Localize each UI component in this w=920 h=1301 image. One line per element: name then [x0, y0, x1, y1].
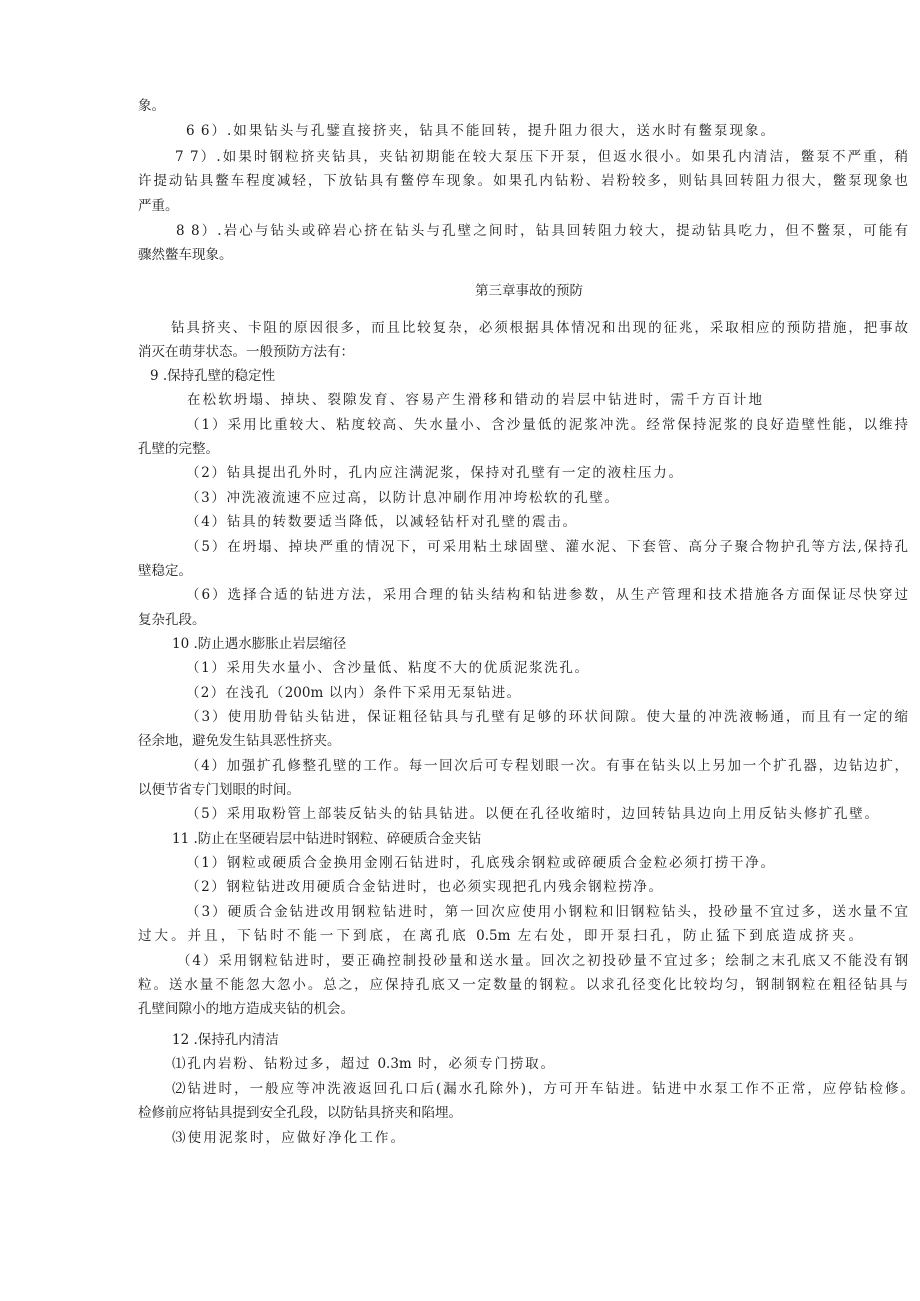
paragraph-line: （2）钢粒钻进改用硬质合金钻进时，也必须实现把孔内残余钢粒捞净。 — [186, 879, 662, 895]
section-heading: 11 .防止在坚硬岩层中钻进时钢粒、碎硬质合金夹钻 — [172, 831, 482, 847]
paragraph-line: （1）采用比重较大、粘度较高、失水量小、含沙量低的泥浆冲洗。经常保持泥浆的良好造壁性能，以维持 — [186, 417, 908, 433]
paragraph-line: 7 7）.如果时钢粒挤夹钻具，夹钻初期能在较大泵压下开泵，但返水很小。如果孔内清洁，鳖泵不严重，稍 — [175, 149, 908, 165]
paragraph-line: 复杂孔段。 — [138, 612, 206, 628]
section-heading: 12 .保持孔内清洁 — [172, 1032, 279, 1048]
paragraph-line: （1）采用失水量小、含沙量低、粘度不大的优质泥浆洗孔。 — [186, 660, 588, 676]
paragraph-line: 径余地，避免发生钻具恶性挤夹。 — [138, 733, 341, 749]
paragraph-line: 在松软坍塌、掉块、裂隙发育、容易产生滑移和错动的岩层中钻进时，需千方百计地 — [187, 392, 762, 408]
paragraph-line: （2）钻具提出孔外时，孔内应注满泥浆，保持对孔壁有一定的液柱压力。 — [186, 465, 682, 481]
paragraph-line: 钻具挤夹、卡阻的原因很多，而且比较复杂，必须根据具体情况和出现的征兆，采取相应的预防措施，把事故 — [171, 320, 908, 336]
paragraph-line: 孔壁间隙小的地方造成夹钻的机会。 — [138, 1001, 354, 1017]
section-heading: 9 .保持孔壁的稳定性 — [150, 368, 276, 384]
paragraph-line: 许提动钻具鳖车程度减轻，下放钻具有鳖停车现象。如果孔内钻粉、岩粉较多，则钻具回转阻力很大，鳖泵现象也 — [138, 173, 908, 189]
paragraph-line: （4）采用钢粒钻进时，要正确控制投砂量和送水量。回次之初投砂量不宜过多；绘制之末孔底又不能没有钢 — [177, 953, 908, 969]
paragraph-line: （3）冲洗液流速不应过高，以防计息冲刷作用冲垮松软的孔壁。 — [186, 490, 618, 506]
paragraph-line: （3）使用肋骨钻头钻进，保证粗径钻具与孔壁有足够的环状间隙。使大量的冲洗液畅通，而且有一定的缩 — [186, 709, 908, 725]
paragraph-line: （4）钻具的转数要适当降低，以减轻钻杆对孔壁的震击。 — [186, 514, 576, 530]
paragraph-line: （5）在坍塌、掉块严重的情况下，可采用粘土球固壁、灌水泥、下套管、高分子聚合物护孔等方法,保持孔 — [186, 539, 908, 555]
paragraph-line: ⑵钻进时，一般应等冲洗液返回孔口后(漏水孔除外)，方可开车钻进。钻进中水泵工作不正常，应停钻检修。 — [172, 1081, 914, 1097]
paragraph-line: （4）加强扩孔修整孔壁的工作。每一回次后可专程划眼一次。有事在钻头以上另加一个扩孔器，边钻边扩， — [186, 758, 908, 774]
chapter-heading: 第三章事故的预防 — [475, 283, 583, 299]
paragraph-line: 粒。送水量不能忽大忽小。总之，应保持孔底又一定数量的钢粒。以求孔径变化比较均匀，钢制钢粒在粗径钻具与 — [138, 977, 908, 993]
paragraph-line: 8 8）.岩心与钻头或碎岩心挤在钻头与孔壁之间时，钻具回转阻力较大，提动钻具吃力，但不鳖泵，可能有 — [176, 223, 908, 239]
paragraph-line: 检修前应将钻具提到安全孔段，以防钻具挤夹和陷埋。 — [138, 1105, 462, 1121]
paragraph-line: 孔壁的完整。 — [138, 441, 219, 457]
paragraph-line: 过大。并且，下钻时不能一下到底，在离孔底 0.5m 左右处，即开泵扫孔，防止猛下到底造成挤夹。 — [138, 928, 862, 944]
paragraph-line: （2）在浅孔（200m 以内）条件下采用无泵钻进。 — [186, 685, 520, 701]
paragraph-line: ⑴孔内岩粉、钻粉过多，超过 0.3m 时，必须专门捞取。 — [172, 1056, 554, 1072]
paragraph-line: 骤然鳖车现象。 — [138, 247, 233, 263]
paragraph-line: （3）硬质合金钻进改用钢粒钻进时，第一回次应使用小钢粒和旧钢粒钻头，投砂量不宜过多，送水量不宜 — [186, 904, 908, 920]
paragraph-line: （1）钢粒或硬质合金换用金刚石钻进时，孔底残余钢粒或碎硬质合金粒必须打捞干净。 — [186, 855, 774, 871]
section-heading: 10 .防止遇水膨胀止岩层缩径 — [172, 636, 347, 652]
paragraph-line: 象。 — [138, 98, 165, 114]
paragraph-line: 6 6）.如果钻头与孔鐾直接挤夹，钻具不能回转，提升阻力很大，送水时有鳖泵现象。 — [186, 123, 774, 139]
paragraph-line: 严重。 — [138, 198, 179, 214]
paragraph-line: （6）选择合适的钻进方法，采用合理的钻头结构和钻进参数，从生产管理和技术措施各方面保证尽快穿过 — [186, 587, 908, 603]
paragraph-line: 消灭在萌芽状态。一般预防方法有： — [138, 344, 354, 360]
paragraph-line: 壁稳定。 — [138, 563, 192, 579]
paragraph-line: 以便节省专门划眼的时间。 — [138, 782, 300, 798]
paragraph-line: （5）采用取粉管上部装反钻头的钻具钻进。以便在孔径收缩时，边回转钻具边向上用反钻头修扩孔壁。 — [186, 806, 878, 822]
paragraph-line: ⑶使用泥浆时，应做好净化工作。 — [172, 1130, 404, 1146]
